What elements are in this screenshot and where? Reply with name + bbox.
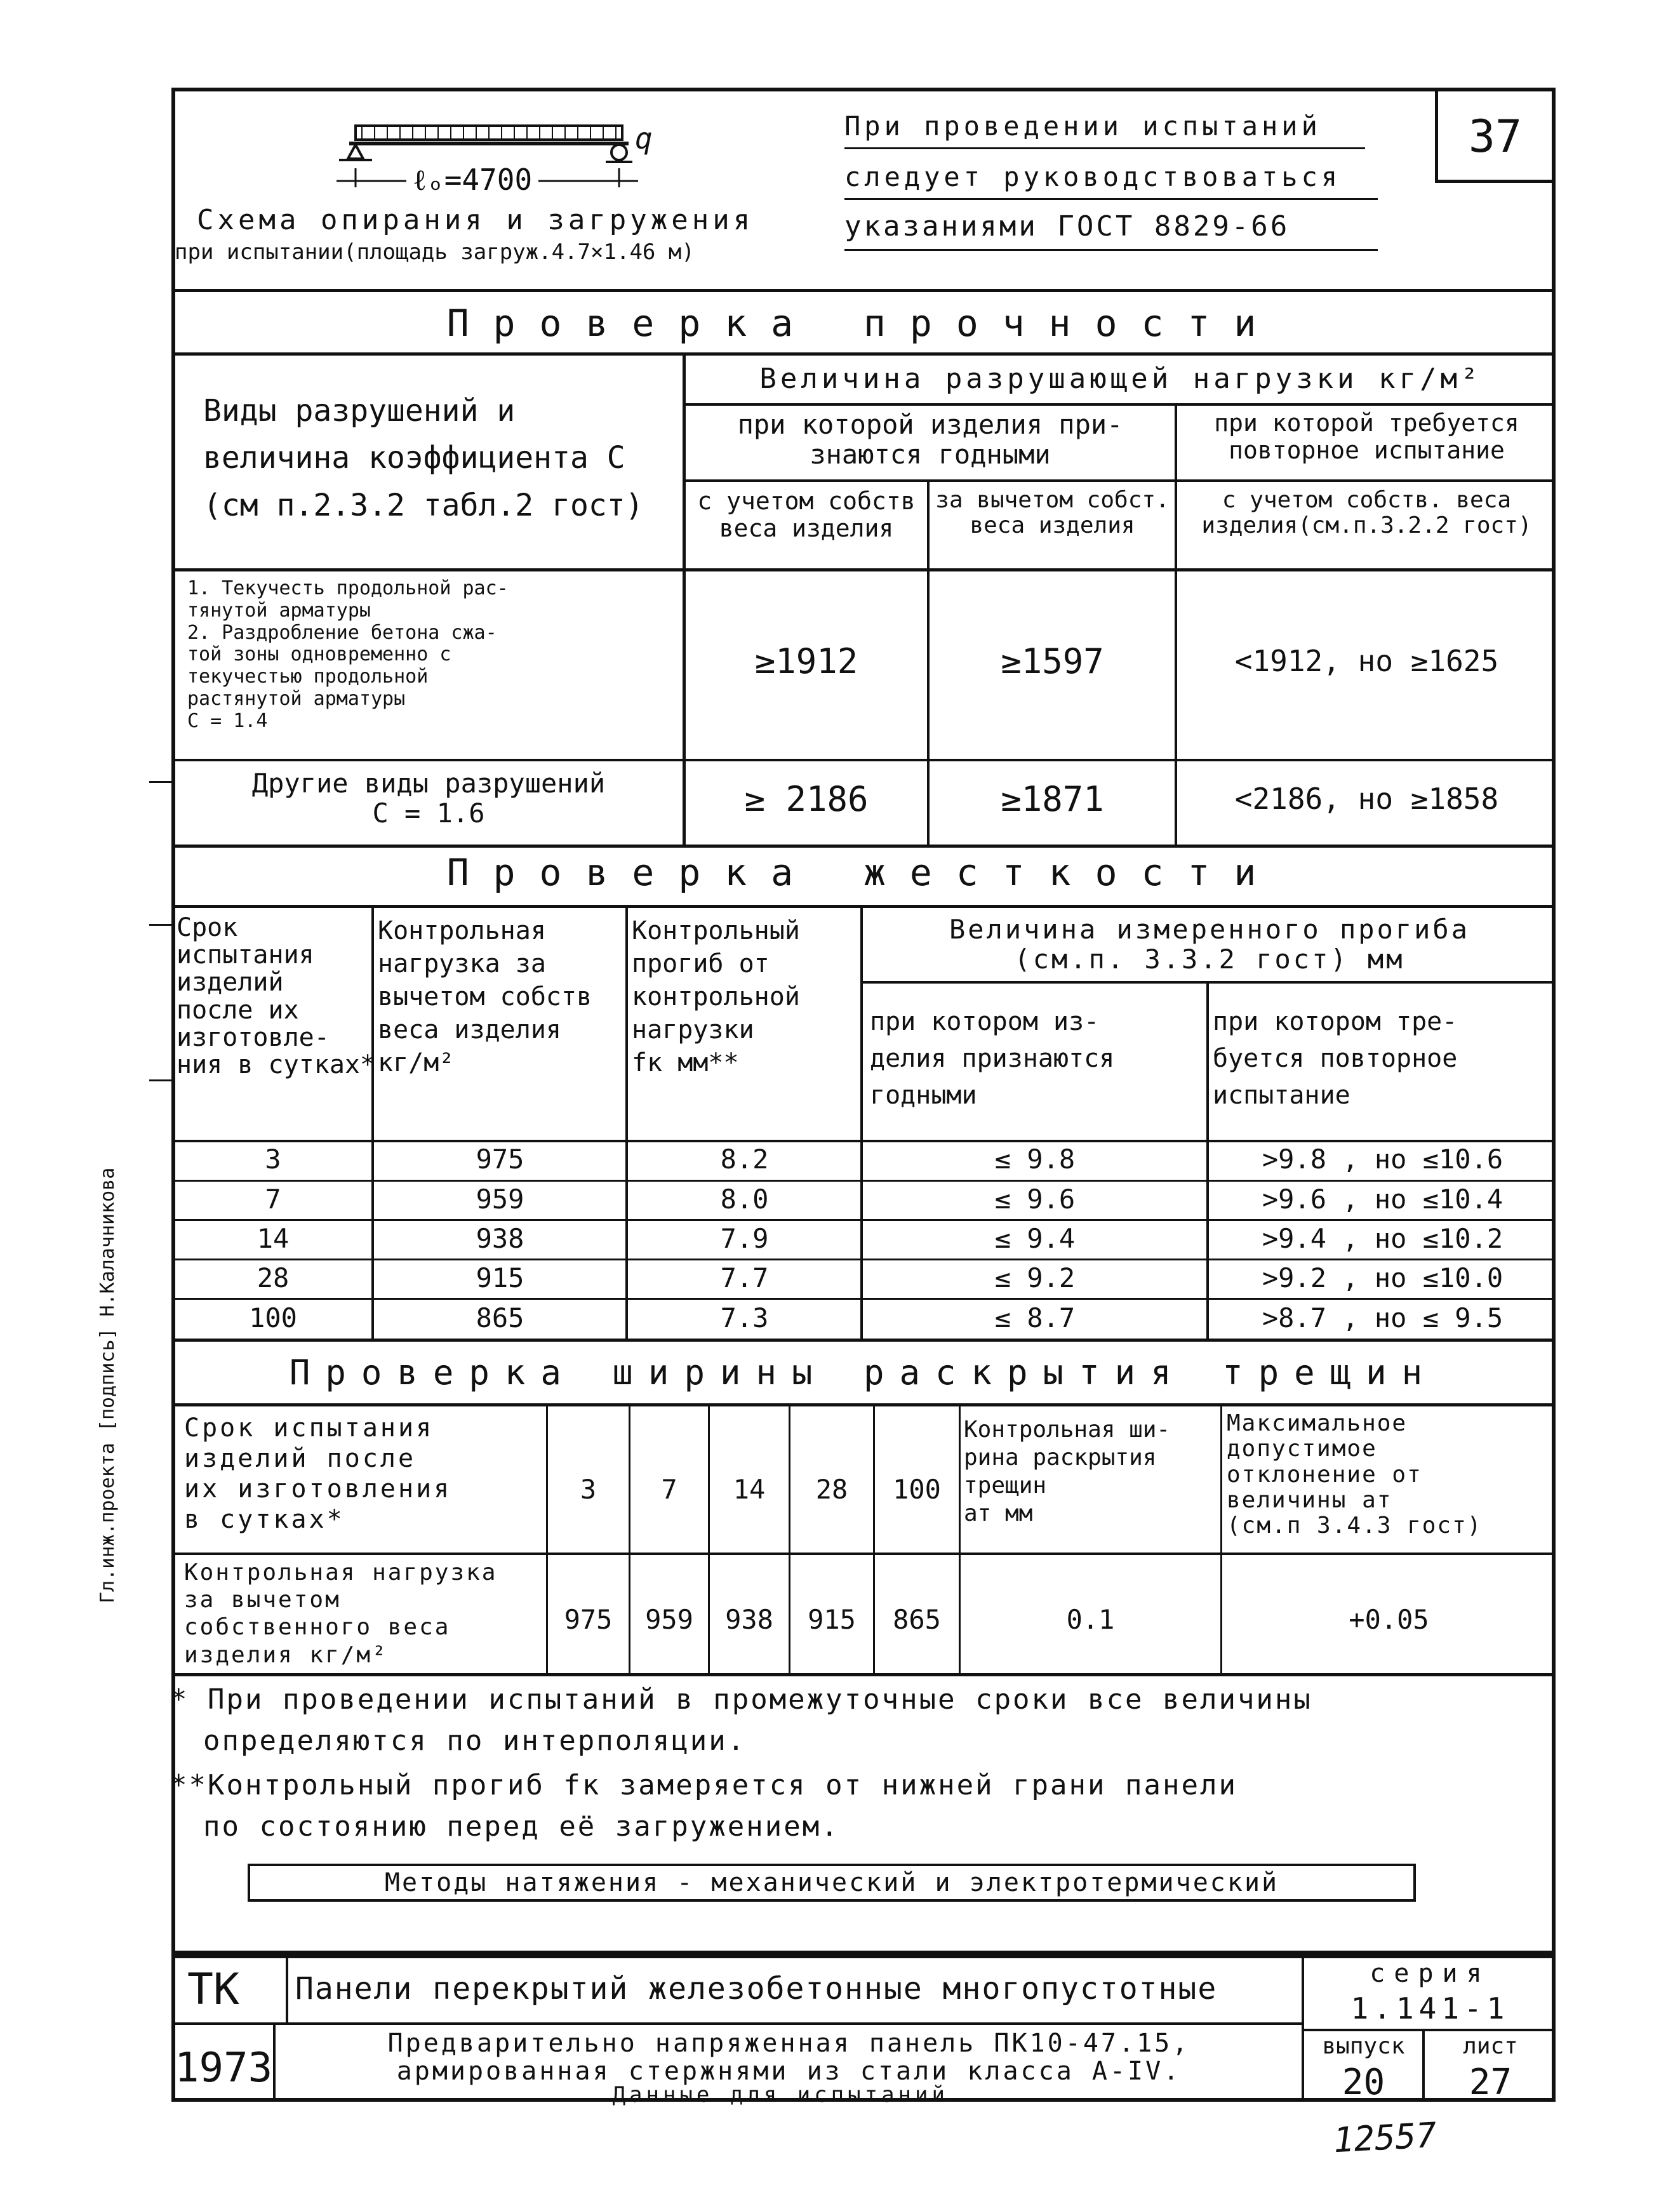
rule xyxy=(171,905,1556,908)
crack-title: Проверка ширины раскрытия трещин xyxy=(289,1352,1438,1392)
stiffness-row-load: 938 xyxy=(476,1223,524,1254)
rule xyxy=(171,568,1556,571)
stiffness-col-term: Срок испытания изделий после их изготовле- ния в сутках* xyxy=(177,913,376,1079)
strength-sub-with-weight: с учетом собств веса изделия xyxy=(697,487,916,542)
note-2-line-2: по состоянию перед её загружением. xyxy=(203,1810,840,1843)
rule xyxy=(683,479,1556,482)
stiffness-col-retest: при котором тре- буется повторное испытание xyxy=(1213,1007,1458,1110)
rule xyxy=(171,1403,1556,1406)
side-tick xyxy=(149,1079,171,1081)
rule xyxy=(171,1219,1556,1221)
stiffness-row-term: 28 xyxy=(257,1262,290,1293)
stiffness-row-deflection: 8.2 xyxy=(720,1144,769,1175)
stiffness-row-load: 975 xyxy=(476,1144,524,1175)
strength-sub-without-weight: за вычетом собст. веса изделия xyxy=(935,487,1170,539)
note-2-line-1: **Контрольный прогиб fк замеряется от нижней грани панели xyxy=(170,1769,1237,1801)
side-stamp: Гл.инж.проекта [подпись] Н.Калачникова xyxy=(97,1167,119,1603)
series-label: серия xyxy=(1370,1959,1491,1988)
scheme-caption-1: Схема опирания и загружения xyxy=(197,204,754,236)
rule xyxy=(860,905,863,1340)
crack-width-value: 0.1 xyxy=(1066,1604,1115,1635)
side-tick xyxy=(149,781,171,783)
stiffness-row-retest: >9.6 , но ≤10.4 xyxy=(1262,1184,1503,1215)
stiffness-row-term: 14 xyxy=(257,1223,290,1254)
rule xyxy=(683,403,1556,406)
rule xyxy=(927,479,930,845)
stiffness-row-acceptable: ≤ 9.8 xyxy=(994,1144,1076,1175)
underline-1 xyxy=(844,147,1365,149)
crack-dev-value: +0.05 xyxy=(1349,1604,1429,1635)
stiffness-row-acceptable: ≤ 9.6 xyxy=(994,1184,1076,1215)
stiffness-row-term: 3 xyxy=(265,1144,281,1175)
rule xyxy=(171,1298,1556,1300)
crack-load: 975 xyxy=(564,1604,613,1635)
instructions-line-3: указаниями ГОСТ 8829-66 xyxy=(844,210,1290,243)
issue-value: 20 xyxy=(1342,2062,1385,2103)
crack-term: 3 xyxy=(580,1474,597,1505)
stiffness-row-term: 100 xyxy=(249,1302,297,1333)
crack-row-1-label: Срок испытания изделий после их изготовления в сутках* xyxy=(184,1413,452,1534)
rule xyxy=(1175,403,1177,845)
tk-label: ТК xyxy=(187,1965,239,2015)
side-tick xyxy=(149,924,171,926)
crack-term: 28 xyxy=(815,1474,848,1505)
series-value: 1.141-1 xyxy=(1350,1991,1510,2026)
crack-load: 959 xyxy=(645,1604,693,1635)
strength-row-1-retest: <1912, но ≥1625 xyxy=(1234,644,1499,678)
stiffness-row-load: 865 xyxy=(476,1302,524,1333)
sheet-value: 27 xyxy=(1469,2062,1512,2103)
strength-row-2-without-weight: ≥1871 xyxy=(1001,779,1104,819)
stiffness-row-term: 7 xyxy=(265,1184,281,1215)
rule xyxy=(286,1954,288,2022)
rule xyxy=(171,1180,1556,1182)
strength-row-1-with-weight: ≥1912 xyxy=(754,641,858,681)
underline-2 xyxy=(844,198,1378,200)
rule xyxy=(171,845,1556,848)
rule xyxy=(171,1259,1556,1260)
handwritten-number: 12557 xyxy=(1332,2114,1438,2161)
description-line-2: армированная стержнями из стали класса А-IV. xyxy=(396,2057,1182,2086)
strength-sub-retest: с учетом собств. веса изделия(см.п.3.2.2 гост) xyxy=(1201,487,1532,539)
strength-row-2-type: Другие виды разрушений С = 1.6 xyxy=(251,768,606,829)
crack-load: 865 xyxy=(893,1604,941,1635)
stiffness-row-retest: >9.8 , но ≤10.6 xyxy=(1262,1144,1503,1175)
stiffness-row-deflection: 7.9 xyxy=(720,1223,769,1254)
rule xyxy=(860,981,1556,984)
stiffness-title: Проверка жесткости xyxy=(446,851,1281,894)
strength-col-load-header: Величина разрушающей нагрузки кг/м² xyxy=(759,363,1482,395)
rule xyxy=(1302,1954,1304,2102)
stiffness-col-measured-header: Величина измеренного прогиба (см.п. 3.3.2 гост) мм xyxy=(949,914,1470,975)
rule xyxy=(171,759,1556,761)
rule xyxy=(171,289,1556,292)
strength-row-2-retest: <2186, но ≥1858 xyxy=(1234,782,1499,816)
stiffness-row-load: 959 xyxy=(476,1184,524,1215)
stiffness-col-control-load: Контрольная нагрузка за вычетом собств веса изделия кг/м² xyxy=(378,916,592,1078)
issue-label: выпуск xyxy=(1322,2033,1405,2059)
crack-term: 100 xyxy=(893,1474,941,1505)
stiffness-row-load: 915 xyxy=(476,1262,524,1293)
rule xyxy=(1422,2029,1425,2102)
stiffness-col-control-deflection: Контрольный прогиб от контрольной нагрузки fк мм** xyxy=(632,916,800,1078)
stiffness-row-deflection: 8.0 xyxy=(720,1184,769,1215)
rule xyxy=(625,905,628,1340)
sheet-number: 37 xyxy=(1468,110,1523,163)
stiffness-row-deflection: 7.7 xyxy=(720,1262,769,1293)
instructions-line-2: следует руководствоваться xyxy=(844,161,1342,192)
scheme-caption-2: при испытании(площадь загруж.4.7×1.46 м) xyxy=(175,239,695,265)
rule xyxy=(171,1339,1556,1342)
strength-row-1-without-weight: ≥1597 xyxy=(1001,641,1104,681)
strength-row-2-with-weight: ≥ 2186 xyxy=(744,779,869,819)
note-1-line-1: * При проведении испытаний в промежуточные сроки все величины xyxy=(170,1683,1312,1716)
rule xyxy=(171,2022,1302,2025)
crack-col-width-header: Контрольная ши- рина раскрытия трещин ат мм xyxy=(964,1417,1171,1526)
rule xyxy=(273,2022,276,2102)
stiffness-row-retest: >8.7 , но ≤ 9.5 xyxy=(1262,1302,1503,1333)
load-label: q xyxy=(635,121,653,156)
crack-term: 14 xyxy=(733,1474,766,1505)
strength-col-retest: при которой требуется повторное испытание xyxy=(1214,409,1519,464)
stiffness-row-retest: >9.2 , но ≤10.0 xyxy=(1262,1262,1503,1293)
rule xyxy=(171,1673,1556,1676)
year: 1973 xyxy=(175,2045,273,2092)
description-line-1: Предварительно напряженная панель ПК10-47.15, xyxy=(387,2029,1190,2058)
crack-load: 938 xyxy=(725,1604,773,1635)
description-line-3: Данные для испытаний. xyxy=(612,2082,966,2107)
methods-text: Методы натяжения - механический и электротермический xyxy=(384,1868,1279,1897)
stiffness-row-acceptable: ≤ 8.7 xyxy=(994,1302,1076,1333)
rule xyxy=(1206,981,1209,1340)
stiffness-col-acceptable: при котором из- делия признаются годными xyxy=(870,1007,1115,1110)
strength-title: Проверка прочности xyxy=(446,302,1281,345)
instructions-line-1: При проведении испытаний xyxy=(844,110,1321,142)
strength-col-types: Виды разрушений и величина коэффициента С (см п.2.3.2 табл.2 гост) xyxy=(203,393,644,523)
span-label: ℓₒ=4700 xyxy=(406,165,538,194)
stiffness-row-retest: >9.4 , но ≤10.2 xyxy=(1262,1223,1503,1254)
rule xyxy=(171,1553,1556,1555)
rule xyxy=(171,352,1556,356)
stiffness-row-acceptable: ≤ 9.2 xyxy=(994,1262,1076,1293)
crack-col-dev-header: Максимальное допустимое отклонение от величины ат (см.п 3.4.3 гост) xyxy=(1227,1410,1483,1539)
stiffness-row-acceptable: ≤ 9.4 xyxy=(994,1223,1076,1254)
crack-load: 915 xyxy=(808,1604,856,1635)
sheet-label: лист xyxy=(1463,2033,1518,2059)
stiffness-row-deflection: 7.3 xyxy=(720,1302,769,1333)
crack-term: 7 xyxy=(661,1474,677,1505)
rule xyxy=(171,1140,1556,1142)
strength-row-1-type: 1. Текучесть продольной рас- тянутой арматуры 2. Раздробление бетона сжа- той зоны одновременно с текучестью продольной растянутой арматуры С = 1.4 xyxy=(187,577,509,732)
crack-row-2-label: Контрольная нагрузка за вычетом собственного веса изделия кг/м² xyxy=(184,1559,498,1668)
underline-3 xyxy=(844,249,1378,251)
note-1-line-2: определяются по интерполяции. xyxy=(203,1725,747,1757)
strength-col-acceptable: при которой изделия при- знаются годными xyxy=(737,409,1123,471)
product-name: Панели перекрытий железобетонные многопустотные xyxy=(295,1971,1218,2007)
rule xyxy=(1302,2029,1556,2031)
